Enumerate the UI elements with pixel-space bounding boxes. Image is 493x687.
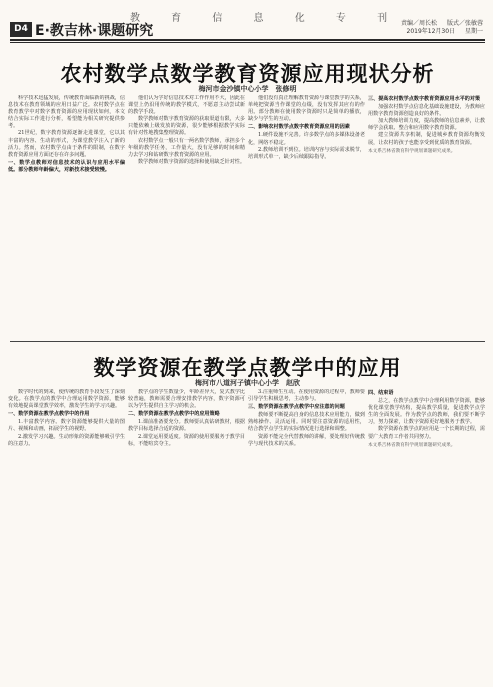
paragraph: 资源不能完全代替教师的讲解，要处理好传统教学与现代技术的关系。 [248, 433, 365, 447]
article2-headline: 数学资源在教学点教学中的应用 [93, 356, 402, 380]
article1-headline: 农村数学点数学教育资源应用现状分析 [60, 62, 435, 86]
masthead-meta [393, 20, 483, 36]
subheading: 三、提高农村数学点数字教育资源应用水平的对策 [368, 96, 481, 102]
paragraph: 2.激发学习兴趣。生动形象的资源能够吸引学生的注意力。 [8, 433, 125, 447]
subheading: 二、数学资源在教学点教学中的应用策略 [128, 411, 220, 418]
article1-column [368, 95, 485, 338]
paragraph: 2.教师培训不到位。培训内容与实际需求脱节，培训形式单一，缺少后续跟踪指导。 [248, 146, 365, 160]
article1-column [8, 95, 125, 338]
article2-column [8, 389, 125, 679]
paragraph: 教学点的学生数量少，年龄差异大，复式教学比较普遍，教师需要合理安排教学内容，数字资源可以为学生提供自主学习的机会。 [128, 389, 245, 410]
paragraph: 建立资源共享机制，促进城乡教育资源均衡发展，让农村的孩子也能享受到优质的教育资源。 [368, 132, 485, 146]
editor-credit: 责编／周长松 [401, 20, 438, 27]
issue-date: 2019年12月30日 [406, 28, 456, 35]
article1-body [8, 95, 485, 338]
paragraph: 21世纪，数字教育资源逐渐走进课堂，它以其丰富的内容、生动的形式，为课堂教学注入了新的活力。然而，农村数学点由于条件的限制，在数字教育资源应用方面还存在许多问题。 [8, 130, 125, 158]
masthead-title: 教 育 信 息 化 专 刊 [130, 13, 402, 24]
paragraph: 农村数学点一般只有一两名数学教师，承担多个年级的教学任务，工作量大，没有足够的时间和精力去学习和钻研数字教育资源的应用。 [128, 137, 245, 158]
page-number-badge: D4 [10, 22, 32, 37]
paragraph: 数学资源在教学点的应用是一个长期的过程，需要广大教育工作者共同努力。 [368, 426, 485, 440]
paragraph: 3.注重师生互动。在使用资源的过程中，教师要引导学生积极思考，主动参与。 [248, 389, 365, 403]
subheading: 三、数学资源在教学点教学中应注意的问题 [248, 404, 345, 411]
article2-note: 本文系吉林省教育科学规划课题研究成果。 [368, 442, 456, 448]
paragraph: 数学教师对数字资源的选择和使用缺乏针对性。 [138, 158, 245, 165]
paragraph: 他们认为学好信息技术对工作作用不大，因此在课堂上仍沿用传统的教学模式，不愿意主动尝试新的教学手段。 [128, 95, 245, 116]
masthead [10, 8, 485, 38]
article2-column [128, 389, 245, 679]
designer-credit: 版式／张敏蓉 [446, 20, 483, 27]
paragraph: 他们没有真正理解教育资源与课堂教学的关系，单纯把资源当作课堂的点缀，没有发挥其应有的作用。部分教师在使用数字资源时只是简单的播放，缺少与学生的互动。 [248, 95, 365, 123]
paragraph: 加强农村数学点信息化基础设施建设，为教师应用数字教育资源创造良好的条件。 [368, 104, 485, 118]
subheading: 二、影响农村数学点数字教育资源应用的因素 [248, 124, 350, 131]
paragraph: 1.丰富教学内容。数字资源能够提供大量的图片、视频和动画，拓展学生的视野。 [8, 419, 125, 433]
header-rule-thin [10, 42, 485, 43]
article2-column [368, 389, 485, 679]
paragraph: 数学时代的到来，使传统的教育手段发生了深刻变化。在教学点的教学中合理运用数学资源，能够有效地提高课堂教学效率，激发学生的学习兴趣。 [8, 389, 125, 410]
paragraph: 数学教师对数字教育资源的获取渠道有限，大多只能依赖上级发放的资源，很少能够根据教学实际有针对性地搜集整理资源。 [128, 116, 245, 137]
paragraph: 科学技术迅猛发展，传统教育面临新的挑战，信息技术在教育领域的应用日益广泛。农村数学点在教育教学中对数字教育资源的应用现状如何，本文结合实际工作进行分析，希望能为相关研究提供参考。 [8, 95, 125, 130]
article1-column [128, 95, 245, 338]
article2-author: 梅河市八道河子镇中心小学 赵欣 [195, 378, 300, 387]
paragraph: 教师要不断提高自身的信息技术应用能力，做到熟练操作、灵活运用。同时要注意资源的适用性，结合教学点学生的实际情况进行选择和调整。 [248, 412, 365, 433]
subheading: 一、数学点教师对信息技术的认识与应用水平偏低。部分教师年龄偏大，对新技术接受较慢。 [8, 159, 125, 173]
header-rule [10, 39, 485, 41]
subheading: 一、数学资源在教学点教学中的作用 [8, 411, 90, 418]
article1-author: 梅河市金沙镇中心小学 张修明 [198, 84, 297, 93]
paragraph: 1.硬件设施不完善。许多数学点的多媒体设备老化，网络不稳定。 [248, 132, 365, 146]
section-title: E·教吉林·课题研究 [35, 23, 154, 39]
article1-column [248, 95, 365, 338]
paragraph: 1.课前准备要充分。教师要认真钻研教材，根据教学目标选择合适的资源。 [128, 419, 245, 433]
article2-body [8, 389, 485, 679]
article-divider [10, 341, 485, 342]
article1-note: 本文系吉林省教育科学规划课题研究成果。 [368, 148, 456, 154]
issue-weekday: 星期一 [464, 28, 483, 35]
article2-column [248, 389, 365, 679]
paragraph: 总之，在教学点教学中合理利用数学资源，能够优化课堂教学结构，提高教学质量，促进教学点学生的全面发展。作为教学点的教师，我们要不断学习，努力探索，让数字资源更好地服务于教学。 [368, 398, 485, 426]
subheading: 四、结束语 [368, 390, 394, 396]
paragraph: 加大教师培训力度，提高教师的信息素养，让教师学会获取、整合和应用数字教育资源。 [368, 118, 485, 132]
paragraph: 2.课堂运用要适度。资源的使用要服务于教学目标，不能喧宾夺主。 [128, 433, 245, 447]
